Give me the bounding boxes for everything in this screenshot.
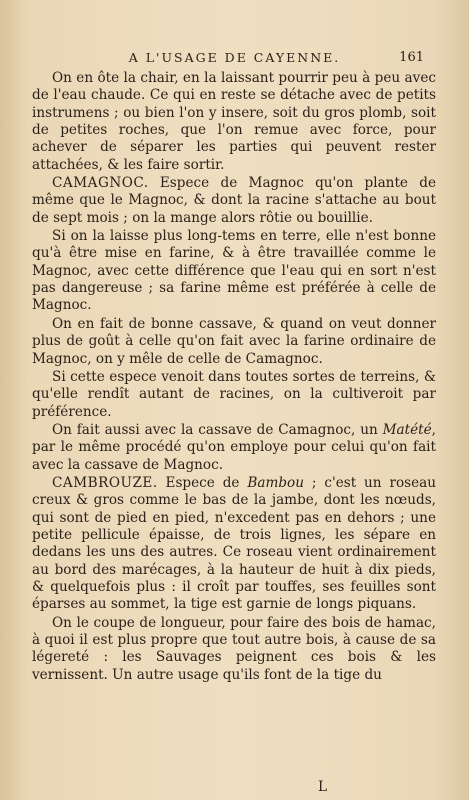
paragraph xyxy=(32,316,436,368)
paragraph-text: Si on la laisse plus long-tems en terre, elle n'est bonne qu'à être mise en farine, & à être travaillée comme le Magnoc, avec cette différence que l'eau qui en sort n'est pas dangereuse ; sa farine même est préférée à celle de Magnoc. xyxy=(32,228,436,314)
italic-term: Bambou xyxy=(247,474,304,491)
page-header xyxy=(0,50,469,72)
entry-heading: CAMBROUZE. xyxy=(52,474,158,491)
page-number: 161 xyxy=(399,50,424,65)
paragraph xyxy=(32,369,436,421)
paragraph xyxy=(32,422,436,474)
paragraph-text: On fait aussi avec la cassave de Camagnoc, un xyxy=(52,421,383,438)
paragraph-text: , par le même procédé qu'on employe pour celui qu'on fait avec la cassave de Magnoc. xyxy=(32,421,436,473)
paragraph xyxy=(32,175,436,227)
running-head: A L'USAGE DE CAYENNE. xyxy=(128,50,341,65)
italic-term: Matété xyxy=(382,421,432,438)
paragraph-text: On en ôte la chair, en la laissant pourrir peu à peu avec de l'eau chaude. Ce qui en reste se détache avec de petits instrumens ; ou bien l'on y insere, soit du gros plomb, soit de petites roches, que l'on remue avec force, pour achever de séparer les parties qui peuvent rester attachées, & les faire sortir. xyxy=(32,70,436,173)
paragraph-text: Espece de xyxy=(157,474,248,491)
paragraph-text: Si cette espece venoit dans toutes sortes de terreins, & qu'elle rendît autant de racines, on la cultiveroit par préférence. xyxy=(32,368,436,420)
paragraph xyxy=(32,228,436,315)
paragraph xyxy=(32,475,436,614)
paragraph-text: ; c'est un roseau creux & gros comme le bas de la jambe, dont les nœuds, qui sont de pied en pied, n'excedent pas en dehors ; une petite pellicule épaisse, de trois lignes, les sépare en dedans les uns des autres. Ce roseau vient ordinairement au bord des marécages, à la hauteur de huit à dix pieds, & quelquefois plus : il croît par touffes, ses feuilles sont éparses au sommet, la tige est garnie de longs piquans. xyxy=(32,474,437,613)
paragraph-text: On le coupe de longueur, pour faire des bois de hamac, à quoi il est plus propre que tout autre bois, à cause de sa légereté : les Sauvages peignent ces bois & les vernissent. Un autre usage qu'ils font de la tige du xyxy=(32,614,436,683)
paragraph xyxy=(32,615,436,684)
body-text xyxy=(32,70,436,684)
paragraph-text: Espece de Magnoc qu'on plante de même que le Magnoc, & dont la racine s'attache au bout de sept mois ; on la mange alors rôtie ou bouillie. xyxy=(32,175,436,226)
catchword: L xyxy=(318,779,328,795)
paragraph xyxy=(32,70,436,174)
paragraph-text: On en fait de bonne cassave, & quand on veut donner plus de goût à celle qu'on fait avec la farine ordinaire de Magnoc, on y mêle de celle de Camagnoc. xyxy=(32,315,436,367)
entry-heading: CAMAGNOC. xyxy=(52,175,149,192)
